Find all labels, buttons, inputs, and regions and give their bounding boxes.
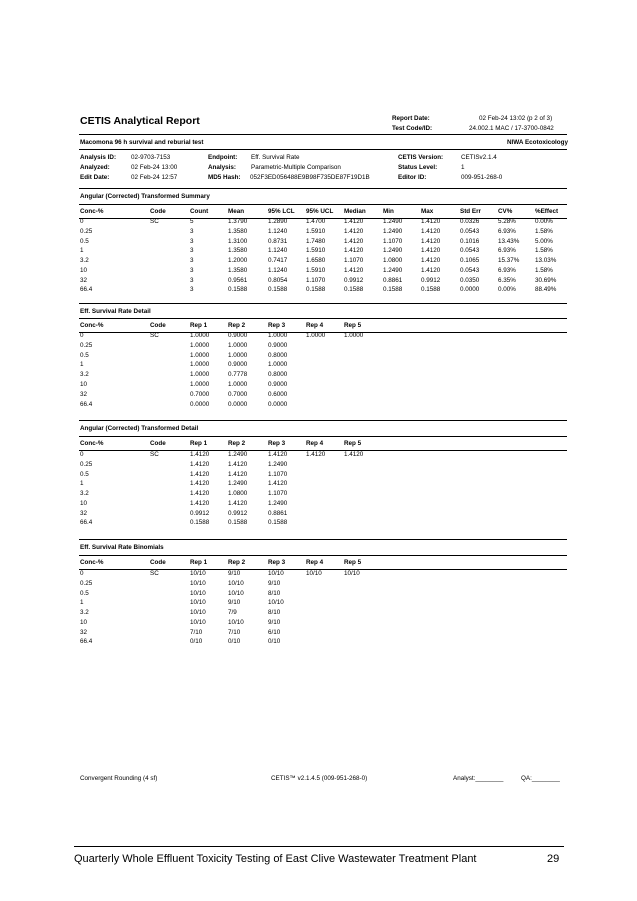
table-cell: 1.1070 [268,490,288,497]
table-cell: 1.2490 [268,499,288,507]
analysis-id: 02-9703-7153 [131,154,171,161]
section-rule [79,303,567,304]
table-cell: 1.2490 [268,460,288,468]
table-cell: 1.1070 [306,276,326,284]
table-cell: 1 [80,247,84,255]
table-cell: 0.9912 [228,509,248,517]
report-date-label: Report Date: [392,115,430,122]
table-cell: 10 [80,381,88,388]
table-cell: 1.2490 [383,247,403,255]
table-cell: 0.0543 [460,247,480,255]
table-cell: 1.4120 [421,266,441,274]
page-number: 29 [547,853,560,865]
table-cell: 1 [80,361,84,369]
test-description: Macomona 96 h survival and reburial test [80,139,204,146]
report-date-value: 02 Feb-24 13:02 (p 2 of 3) [479,115,553,122]
table-cell: 1.4120 [421,257,441,264]
table-cell: 10/10 [268,570,284,577]
table-cell: 1.0000 [344,332,364,339]
table-cell: 0.0543 [460,266,480,274]
table-cell: 0 [80,451,84,458]
document-title: Quarterly Whole Effluent Toxicity Testing of East Clive Wastewater Treatment Plant [74,853,477,865]
table-cell: 1.3580 [228,227,248,235]
table-cell: 0.5 [80,470,89,478]
column-header: Rep 3 [268,322,286,329]
table-cell: 0.1588 [228,519,248,527]
table-cell: SC [150,332,159,339]
table-cell: 0/10 [190,638,203,646]
column-header: Code [150,440,166,447]
column-header: Rep 4 [306,440,324,447]
column-header: Rep 5 [344,322,362,329]
table-cell: 66.4 [80,638,93,646]
table-cell: 1.4120 [190,499,210,507]
column-header: Rep 1 [190,559,208,566]
table-cell: 3.2 [80,609,89,616]
table-cell: 10/10 [268,599,284,607]
table-cell: 3 [190,286,194,294]
table-cell: 1.3580 [228,247,248,255]
table-cell: 9/10 [228,570,241,577]
column-header: Rep 1 [190,322,208,329]
section-rule [79,420,567,421]
table-cell: 0.8054 [268,276,288,284]
edit-date-label: Edit Date: [80,174,110,181]
table-cell: 1.5910 [306,266,326,274]
table-cell: 3.2 [80,490,89,497]
table-cell: 0.25 [80,341,93,349]
column-header: Conc-% [80,559,104,566]
table-cell: 0.8000 [268,371,288,379]
table-cell: 1.4120 [344,218,364,225]
table-cell: 32 [80,628,88,636]
table-cell: 3 [190,276,194,284]
table-cell: 0.7778 [228,371,248,379]
table-cell: 3 [190,227,194,235]
endpoint-label: Endpoint: [208,154,238,161]
table-cell: 1.4120 [228,499,248,507]
editor-id: 009-951-268-0 [461,174,503,181]
table-cell: 0.5 [80,589,89,597]
section-title: Eff. Survival Rate Binomials [80,544,164,551]
table-cell: 0.8000 [268,351,288,359]
table-cell: 1.4120 [190,490,210,497]
table-cell: 1.0000 [190,332,210,339]
table-cell: 1.4120 [421,247,441,255]
column-header: Rep 2 [228,322,246,329]
md5-hash: 052F3ED056488E9B98F735DE87F19D1B [250,174,370,181]
section-rule [79,188,567,189]
column-header: Max [421,208,434,215]
table-cell: 1.5910 [306,227,326,235]
table-cell: 10/10 [190,589,206,597]
table-cell: 1.4120 [228,470,248,478]
table-cell: 0.25 [80,460,93,468]
table-cell: 0.1588 [421,286,441,294]
table-cell: 66.4 [80,400,93,408]
column-header: Conc-% [80,322,104,329]
table-cell: SC [150,570,159,577]
table-cell: 0.9000 [268,381,288,388]
table-cell: 13.03% [535,257,557,264]
table-cell: 0.0000 [228,400,248,408]
analysis-id-label: Analysis ID: [80,154,117,161]
table-cell: 15.37% [498,257,520,264]
table-cell: 1.4120 [228,460,248,468]
table-cell: 1.0000 [306,332,326,339]
software-version: CETIS™ v2.1.4.5 (009-951-268-0) [271,775,368,782]
edit-date: 02 Feb-24 12:57 [131,174,178,181]
table-cell: 3 [190,237,194,245]
table-cell: 32 [80,276,88,284]
table-cell: 0 [80,570,84,577]
table-cell: 32 [80,509,88,517]
table-cell: 0.9912 [421,276,441,284]
table-cell: 10/10 [344,570,360,577]
table-cell: 0.5 [80,237,89,245]
section-rule [79,318,567,319]
table-cell: 0.8861 [268,509,288,517]
rounding-note: Convergent Rounding (4 sf) [80,775,158,782]
analysis-label: Analysis: [208,164,236,171]
table-cell: 1.4120 [421,227,441,235]
table-cell: 1.0000 [228,351,248,359]
table-cell: 1.4120 [268,480,288,488]
table-cell: 1.0000 [190,341,210,349]
status-level: 1 [461,164,465,171]
table-cell: 0.1588 [268,286,288,294]
table-cell: 0.7000 [190,390,210,398]
table-cell: 6.93% [498,227,516,235]
table-cell: 1.3100 [228,237,248,245]
table-cell: 1.7480 [306,237,326,245]
table-cell: 1.0000 [190,371,210,379]
table-cell: 1.4120 [190,451,210,458]
table-cell: 5.28% [498,218,516,225]
table-cell: 0.1588 [190,519,210,527]
section-rule [79,204,567,205]
table-cell: 1.1240 [268,227,288,235]
table-cell: 8/10 [268,609,281,616]
table-cell: 0.0000 [460,286,480,294]
table-cell: 10/10 [190,579,206,587]
table-cell: 0.25 [80,227,93,235]
column-header: Rep 2 [228,440,246,447]
cetis-version-label: CETIS Version: [398,154,444,161]
table-cell: 0.9912 [190,509,210,517]
table-cell: 3 [190,266,194,274]
column-header: Count [190,208,209,215]
rule [79,149,567,150]
table-cell: 3 [190,257,194,264]
lab-name: NIWA Ecotoxicology [507,139,568,146]
column-header: 95% UCL [306,208,334,215]
table-cell: 1.4120 [344,247,364,255]
column-header: Rep 1 [190,440,208,447]
table-cell: 1.1240 [268,247,288,255]
table-cell: 1.4120 [344,451,364,458]
column-header: Code [150,322,166,329]
column-header: Code [150,208,166,215]
table-cell: 0.8731 [268,237,288,245]
table-cell: 1.4120 [268,451,288,458]
analyst-signature-line: Analyst:________ [453,775,504,782]
column-header: Rep 3 [268,559,286,566]
table-cell: 1.58% [535,266,553,274]
table-cell: 1.4120 [306,451,326,458]
table-cell: 1.2000 [228,257,248,264]
table-cell: 1.0000 [228,341,248,349]
table-cell: 1.5910 [306,247,326,255]
column-header: Rep 2 [228,559,246,566]
table-cell: 6.35% [498,276,516,284]
table-cell: 0/10 [228,638,241,646]
table-cell: 30.69% [535,276,557,284]
table-cell: 6.93% [498,266,516,274]
table-cell: 9/10 [268,579,281,587]
section-rule [79,555,567,556]
analyzed: 02 Feb-24 13:00 [131,164,178,171]
table-cell: 10/10 [306,570,322,577]
test-code-value: 24.002.1 MAC / 17-3700-0842 [469,125,554,132]
table-cell: 0 [80,218,84,225]
qa-signature-line: QA:________ [521,775,560,782]
table-cell: 1.4120 [190,480,210,488]
table-cell: 10 [80,266,88,274]
table-cell: 1.4700 [306,218,326,225]
column-header: Rep 3 [268,440,286,447]
table-cell: 0.0000 [190,400,210,408]
analyzed-label: Analyzed: [80,164,110,171]
table-cell: 0.1065 [460,257,480,264]
column-header: Min [383,208,394,215]
table-cell: 10/10 [228,589,244,597]
table-cell: 1.2490 [383,227,403,235]
column-header: 95% LCL [268,208,295,215]
table-cell: 1.58% [535,227,553,235]
table-cell: 0.7417 [268,257,288,264]
table-cell: 1.4120 [190,460,210,468]
table-cell: 1.0800 [383,257,403,264]
section-rule [79,436,567,437]
section-rule [79,539,567,540]
table-cell: 1.1070 [383,237,403,245]
table-cell: 0.9000 [228,361,248,369]
table-cell: 9/10 [268,618,281,626]
table-cell: 0.6000 [268,390,288,398]
column-header: Rep 4 [306,559,324,566]
status-level-label: Status Level: [398,164,438,171]
table-cell: 0.5 [80,351,89,359]
table-cell: 5 [190,218,194,225]
table-cell: 88.49% [535,286,557,294]
column-header: Rep 4 [306,322,324,329]
section-title: Eff. Survival Rate Detail [80,308,151,315]
table-cell: 10/10 [228,618,244,626]
table-cell: 8/10 [268,589,281,597]
table-cell: 1.1240 [268,266,288,274]
endpoint: Eff. Survival Rate [251,154,300,161]
table-cell: 1.3790 [228,218,248,225]
table-cell: 1.2490 [383,266,403,274]
table-cell: 66.4 [80,519,93,527]
table-cell: 7/9 [228,609,237,616]
column-header: Rep 5 [344,440,362,447]
column-header: %Effect [535,208,559,215]
table-cell: 1.4120 [190,470,210,478]
table-cell: 10/10 [190,599,206,607]
table-cell: 1.2490 [228,451,248,458]
footer-rule [74,846,564,847]
table-cell: 1.0000 [190,381,210,388]
table-cell: 0.1588 [383,286,403,294]
table-cell: 5.00% [535,237,553,245]
table-cell: 1.0000 [268,361,288,369]
table-cell: 0.1588 [228,286,248,294]
table-cell: 10/10 [190,609,206,616]
table-cell: 1 [80,480,84,488]
column-header: Code [150,559,166,566]
table-cell: 3 [190,247,194,255]
column-header: Std Err [460,208,481,215]
table-cell: 10/10 [190,570,206,577]
table-cell: 13.43% [498,237,520,245]
table-cell: 0.9000 [268,341,288,349]
table-cell: 0.00% [498,286,516,294]
md5-label: MD5 Hash: [208,174,241,181]
table-cell: 1.58% [535,247,553,255]
table-cell: 7/10 [190,628,203,636]
table-cell: 1.1070 [268,470,288,478]
column-header: Mean [228,208,245,215]
cetis-version: CETISv2.1.4 [461,154,497,161]
table-cell: 3.2 [80,371,89,379]
table-cell: 0.9561 [228,276,248,284]
table-cell: 1.0000 [190,351,210,359]
table-cell: SC [150,451,159,458]
table-cell: 0.9000 [228,332,248,339]
editor-id-label: Editor ID: [398,174,427,181]
table-cell: 1.2890 [268,218,288,225]
table-cell: 1.4120 [344,227,364,235]
column-header: Conc-% [80,440,104,447]
table-cell: 10 [80,499,88,507]
table-cell: 1.4120 [344,237,364,245]
table-cell: 0.0543 [460,227,480,235]
table-cell: 1 [80,599,84,607]
test-code-label: Test Code/ID: [392,125,433,132]
table-cell: 1.0000 [268,332,288,339]
table-cell: 1.2490 [228,480,248,488]
table-cell: 10 [80,618,88,626]
table-cell: 0.8861 [383,276,403,284]
table-cell: 0.1588 [344,286,364,294]
table-cell: 1.0000 [228,381,248,388]
table-cell: 1.4120 [344,266,364,274]
table-cell: 1.4120 [421,237,441,245]
section-title: Angular (Corrected) Transformed Summary [80,193,210,200]
table-cell: 1.0000 [190,361,210,369]
table-cell: 7/10 [228,628,241,636]
column-header: CV% [498,208,513,215]
table-cell: 3.2 [80,257,89,264]
table-cell: 1.3580 [228,266,248,274]
table-cell: 0.0350 [460,276,480,284]
table-cell: 6.93% [498,247,516,255]
table-cell: 32 [80,390,88,398]
table-cell: 66.4 [80,286,93,294]
table-cell: 9/10 [228,599,241,607]
column-header: Rep 5 [344,559,362,566]
table-cell: SC [150,218,159,225]
table-cell: 10/10 [228,579,244,587]
section-title: Angular (Corrected) Transformed Detail [80,425,199,432]
table-cell: 10/10 [190,618,206,626]
column-header: Conc-% [80,208,104,215]
table-cell: 0/10 [268,638,281,646]
table-cell: 0.9912 [344,276,364,284]
analysis: Parametric-Multiple Comparison [251,164,341,171]
table-cell: 0.1588 [306,286,326,294]
table-cell: 0.0326 [460,218,480,225]
table-cell: 0.1588 [268,519,288,527]
column-header: Median [344,208,366,215]
table-cell: 0.7000 [228,390,248,398]
table-cell: 1.6580 [306,257,326,264]
report-title: CETIS Analytical Report [80,115,200,127]
table-cell: 0.00% [535,218,553,225]
table-cell: 0.1016 [460,237,480,245]
table-cell: 1.4120 [421,218,441,225]
table-cell: 6/10 [268,628,281,636]
rule [79,134,567,135]
table-cell: 0.0000 [268,400,288,408]
table-cell: 1.2490 [383,218,403,225]
table-cell: 0 [80,332,84,339]
table-cell: 1.1070 [344,257,364,264]
table-cell: 0.25 [80,579,93,587]
table-cell: 1.0800 [228,490,248,497]
